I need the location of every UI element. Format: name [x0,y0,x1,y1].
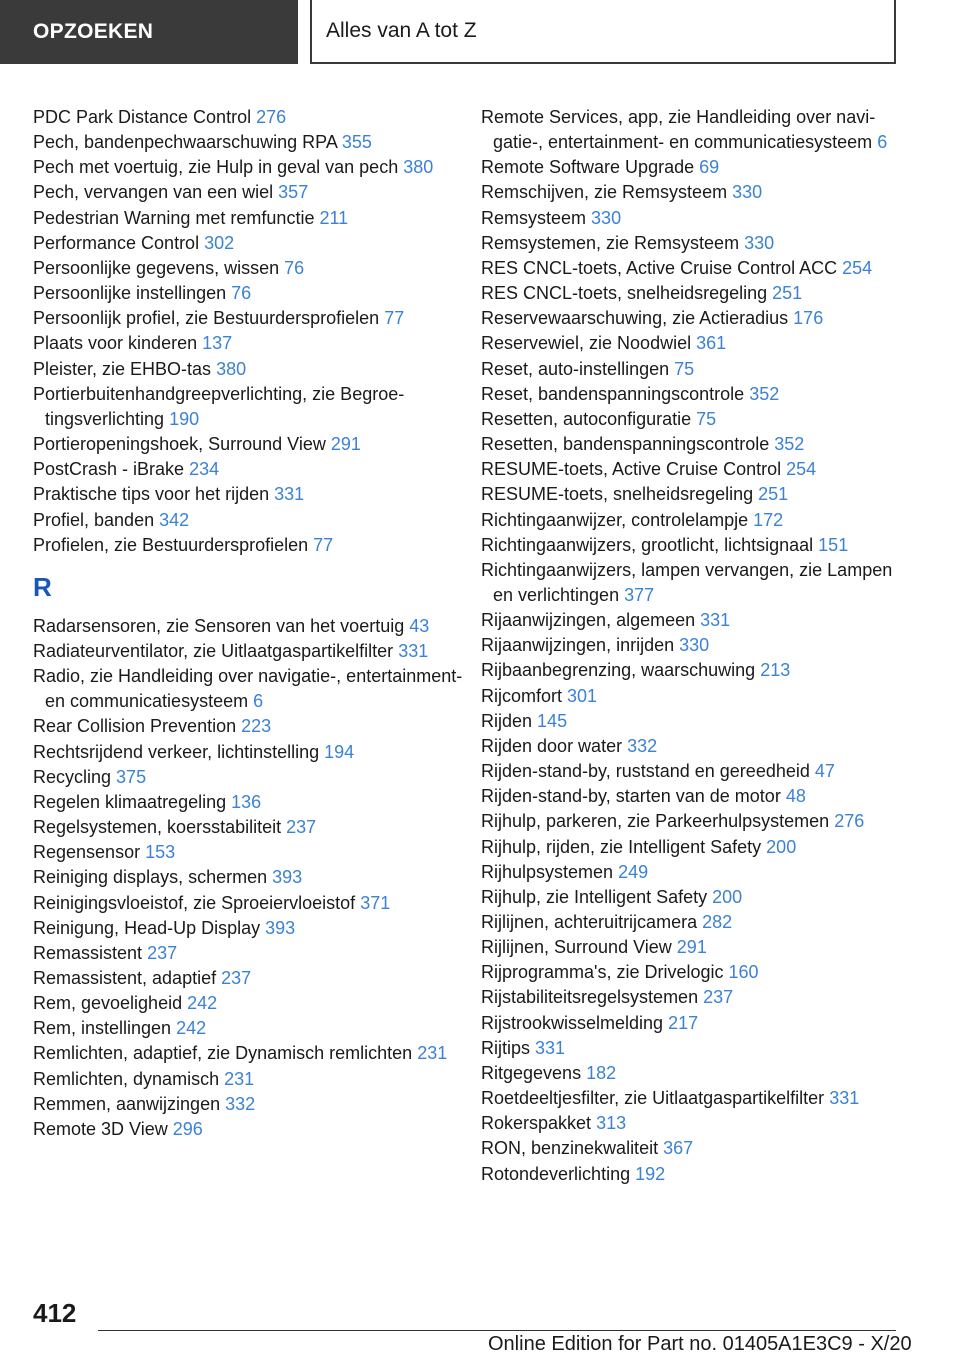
page-link[interactable]: 200 [766,836,797,857]
index-entry [481,382,901,407]
index-term: Plaats voor kinderen [33,333,198,354]
page-link[interactable]: 6 [877,132,888,153]
page-link[interactable]: 76 [231,283,252,304]
page-link[interactable]: 375 [116,766,147,787]
index-term: Rijaanwijzingen, algemeen [481,610,696,631]
index-term: RESUME-toets, snelheidsregeling [481,484,754,505]
index-term: Pedestrian Warning met remfunctie [33,207,315,228]
index-entry [33,664,463,714]
index-entry [33,639,463,664]
page-link[interactable]: 330 [732,182,763,203]
index-entry [481,357,901,382]
index-term: Rijhulp, rijden, zie Intelligent Safety [481,836,762,857]
index-term: Profielen, zie Bestuurdersprofielen [33,534,309,555]
index-entry [481,508,901,533]
index-term: Reinigingsvloeistof, zie Sproeiervloeistof [33,892,356,913]
page-link[interactable]: 254 [786,459,817,480]
index-entry [33,941,463,966]
index-term: Richtingaanwijzers, grootlicht, lichtsignaal [481,534,814,555]
page-link[interactable]: 380 [216,358,247,379]
index-entry [481,835,901,860]
index-entry [33,840,463,865]
page-link[interactable]: 160 [728,962,759,983]
page-link[interactable]: 330 [744,232,775,253]
page-link[interactable]: 251 [772,283,803,304]
index-term: Regensensor [33,842,141,863]
index-entry [33,966,463,991]
index-entry [33,155,463,180]
page-link[interactable]: 361 [696,333,727,354]
index-entry [481,180,901,205]
index-term: Regelsystemen, koersstabiliteit [33,817,282,838]
index-entry [481,1061,901,1086]
page-link[interactable]: 313 [596,1113,627,1134]
index-term: RON, benzinekwaliteit [481,1138,659,1159]
index-entry [481,935,901,960]
page-link[interactable]: 237 [703,987,734,1008]
index-term: PostCrash - iBrake [33,459,185,480]
index-term: RES CNCL-toets, Active Cruise Control ACC [481,257,838,278]
index-entry [33,991,463,1016]
index-term: Rokerspakket [481,1113,592,1134]
index-entry [481,658,901,683]
index-entry [33,765,463,790]
page-link[interactable]: 75 [674,358,695,379]
index-term: Rem, instellingen [33,1018,172,1039]
index-term: Remote Services, app, zie Handleiding over navigatie-, entertainment- en communicatiesysteem [481,107,876,153]
index-term: RES CNCL-toets, snelheidsregeling [481,283,768,304]
index-entry [33,1117,463,1142]
page-link[interactable]: 330 [591,207,622,228]
page-link[interactable]: 291 [330,434,361,455]
page-link[interactable]: 330 [679,635,710,656]
page-link[interactable]: 6 [253,691,264,712]
index-term: Rear Collision Prevention [33,716,237,737]
index-entry [33,457,463,482]
page-link[interactable]: 251 [758,484,789,505]
index-entry [481,331,901,356]
index-entry [481,985,901,1010]
index-entry [481,1136,901,1161]
index-term: Reset, auto-instellingen [481,358,670,379]
index-term: Roetdeeltjesfilter, zie Uitlaatgaspartikelfilter [481,1088,825,1109]
index-column-left [33,105,463,1142]
index-entry [33,256,463,281]
page-link[interactable]: 77 [313,534,334,555]
index-entry [33,281,463,306]
index-entry [33,614,463,639]
index-entry [481,256,901,281]
index-term: Rijaanwijzingen, inrijden [481,635,675,656]
index-entry [481,709,901,734]
page-link[interactable]: 231 [224,1068,255,1089]
index-column-right [481,105,901,1187]
index-entry [33,1092,463,1117]
index-term: Resetten, autoconfiguratie [481,408,692,429]
page-link[interactable]: 234 [189,459,220,480]
index-term: Ritgegevens [481,1062,582,1083]
page-link[interactable]: 380 [403,157,434,178]
page-link[interactable]: 254 [842,257,873,278]
index-entry [481,1011,901,1036]
page-link[interactable]: 137 [202,333,233,354]
page-link[interactable]: 172 [753,509,784,530]
page-link[interactable]: 276 [256,107,287,127]
index-term: Rijhulp, zie Intelligent Safety [481,886,708,907]
index-term: Portierbuitenhandgreepverlichting, zie Begroetingsverlichting [33,383,405,429]
index-term: PDC Park Distance Control [33,107,252,127]
index-group-r-continued [481,105,901,1187]
page-link[interactable]: 213 [760,660,791,681]
edition-footer: Online Edition for Part no. 01405A1E3C9 - X/20 [488,1333,912,1355]
index-term: Persoonlijke instellingen [33,283,227,304]
index-entry [481,910,901,935]
index-term: Remote Software Upgrade [481,157,695,178]
index-entry [481,684,901,709]
index-entry [481,1036,901,1061]
index-entry [33,815,463,840]
index-term: Remsystemen, zie Remsysteem [481,232,740,253]
page-link[interactable]: 75 [696,408,717,429]
index-entry [33,714,463,739]
index-term: Richtingaanwijzers, lampen vervangen, zie Lampen en verlichtingen [481,559,893,605]
page-link[interactable]: 76 [284,257,305,278]
page-link[interactable]: 151 [818,534,849,555]
index-entry [481,155,901,180]
index-entry [481,281,901,306]
index-term: Rijden door water [481,735,623,756]
page-link[interactable]: 393 [265,917,296,938]
index-term: Reinigung, Head-Up Display [33,917,261,938]
page-link[interactable]: 190 [169,408,200,429]
index-entry [33,482,463,507]
index-entry [33,180,463,205]
index-entry [33,306,463,331]
index-term: Reservewaarschuwing, zie Actieradius [481,308,789,329]
index-entry [33,865,463,890]
index-entry [481,784,901,809]
index-term: Rijlijnen, Surround View [481,937,672,958]
index-entry [481,885,901,910]
index-entry [33,916,463,941]
index-group-r [33,614,463,1142]
index-term: Persoonlijke gegevens, wissen [33,257,280,278]
index-term: RESUME-toets, Active Cruise Control [481,459,782,480]
index-entry [33,105,463,130]
footer-divider [98,1330,896,1331]
index-term: Radarsensoren, zie Sensoren van het voertuig [33,615,405,636]
index-entry [481,860,901,885]
page-link[interactable]: 211 [319,207,349,228]
page-link[interactable]: 153 [145,842,176,863]
index-entry [33,1041,463,1066]
index-entry [481,306,901,331]
index-term: Rijhulpsystemen [481,861,614,882]
page-link[interactable]: 249 [618,861,649,882]
index-term: Persoonlijk profiel, zie Bestuurdersprofielen [33,308,380,329]
index-group-p [33,105,463,558]
page-link[interactable]: 217 [668,1012,699,1033]
index-term: Reservewiel, zie Noodwiel [481,333,692,354]
page-link[interactable]: 367 [663,1138,694,1159]
index-entry [481,482,901,507]
page-header [0,0,960,66]
index-term: Remschijven, zie Remsysteem [481,182,728,203]
index-entry [481,457,901,482]
chapter-title: Alles van A tot Z [310,0,896,64]
index-entry [33,231,463,256]
index-term: Remassistent, adaptief [33,968,217,988]
index-entry [33,382,463,432]
index-entry [481,105,901,155]
index-term: Remsysteem [481,207,587,228]
page-link[interactable]: 332 [225,1093,256,1114]
index-term: Portieropeningshoek, Surround View [33,434,326,455]
index-entry [481,809,901,834]
page-link[interactable]: 47 [814,761,835,782]
page-link[interactable]: 242 [187,993,218,1014]
index-term: Rijprogramma's, zie Drivelogic [481,962,724,983]
index-term: Pleister, zie EHBO-tas [33,358,212,379]
index-entry [481,407,901,432]
page-link[interactable]: 302 [204,232,235,253]
page-link[interactable]: 176 [793,308,824,329]
index-entry [33,130,463,155]
page-link[interactable]: 357 [278,182,309,203]
index-entry [481,608,901,633]
index-entry [33,432,463,457]
index-entry [33,1016,463,1041]
index-term: Praktische tips voor het rijden [33,484,270,505]
page-link[interactable]: 352 [774,434,805,455]
index-term: Rijden-stand-by, ruststand en gereedheid [481,761,810,782]
index-term: Remlichten, adaptief, zie Dynamisch remlichten [33,1043,413,1064]
index-entry [33,533,463,558]
page-link[interactable]: 69 [699,157,720,178]
page-link[interactable]: 136 [231,791,262,812]
page-link[interactable]: 331 [829,1088,860,1109]
page-number: 412 [33,1298,77,1328]
index-term: Remmen, aanwijzingen [33,1093,221,1114]
page-link[interactable]: 301 [567,685,598,706]
page-link[interactable]: 77 [384,308,405,329]
index-entry [33,508,463,533]
page-link[interactable]: 291 [676,937,707,958]
index-entry [481,1162,901,1187]
index-entry [33,206,463,231]
index-letter-heading: R [33,571,52,602]
index-term: Remassistent [33,942,143,963]
index-term: Rijlijnen, achteruitrijcamera [481,912,698,932]
page-link[interactable]: 332 [627,735,658,756]
page-link[interactable]: 296 [172,1118,203,1139]
index-entry [481,558,901,608]
page-link[interactable]: 331 [398,640,429,661]
index-term: Rem, gevoeligheid [33,993,183,1014]
index-term: Rijcomfort [481,685,563,706]
index-term: Reiniging displays, schermen [33,867,268,888]
section-tab: OPZOEKEN [0,0,298,64]
index-term: Profiel, banden [33,509,155,530]
index-term: Rechtsrijdend verkeer, lichtinstelling [33,741,320,762]
index-term: Pech met voertuig, zie Hulp in geval van pech [33,157,399,178]
index-term: Rijtips [481,1037,531,1058]
page-link[interactable]: 242 [176,1018,207,1039]
index-entry [33,331,463,356]
index-term: Rotondeverlichting [481,1163,631,1184]
index-term: Rijden-stand-by, starten van de motor [481,786,781,807]
page-link[interactable]: 182 [586,1062,617,1083]
index-entry [33,790,463,815]
index-entry [481,206,901,231]
index-term: Pech, vervangen van een wiel [33,182,274,203]
index-term: Rijden [481,710,533,731]
page-link[interactable]: 331 [535,1037,566,1058]
index-entry [33,1067,463,1092]
page-link[interactable]: 342 [159,509,190,530]
page-link[interactable]: 331 [274,484,305,505]
index-entry [481,1111,901,1136]
page-link[interactable]: 371 [360,892,391,913]
index-term: Performance Control [33,232,200,253]
index-term: Radiateurventilator, zie Uitlaatgaspartikelfilter [33,640,394,661]
page-link[interactable]: 237 [221,968,252,988]
index-entry [481,231,901,256]
page-link[interactable]: 282 [702,912,733,932]
page-link[interactable]: 276 [834,811,865,832]
index-term: Richtingaanwijzer, controlelampje [481,509,749,530]
page-link[interactable]: 331 [700,610,731,631]
index-term: Rijhulp, parkeren, zie Parkeerhulpsystemen [481,811,830,832]
index-term: Rijstrookwisselmelding [481,1012,664,1033]
index-term: Rijbaanbegrenzing, waarschuwing [481,660,756,681]
page-link[interactable]: 377 [624,584,655,605]
page-link[interactable]: 43 [409,615,430,636]
index-term: Reset, bandenspanningscontrole [481,383,745,404]
index-term: Remote 3D View [33,1118,168,1139]
index-entry [481,432,901,457]
index-term: Radio, zie Handleiding over navigatie-, entertainment- en communicatiesysteem [33,666,463,712]
page-link[interactable]: 223 [241,716,272,737]
page-link[interactable]: 192 [635,1163,666,1184]
index-entry [33,357,463,382]
page-link[interactable]: 237 [286,817,317,838]
page-link[interactable]: 231 [417,1043,448,1064]
index-entry [481,960,901,985]
page-link[interactable]: 145 [537,710,568,731]
index-term: Pech, bandenpechwaarschuwing RPA [33,132,337,153]
page-link[interactable]: 48 [785,786,806,807]
index-entry [33,891,463,916]
page-link[interactable]: 393 [272,867,303,888]
index-term: Rijstabiliteitsregelsystemen [481,987,699,1008]
index-term: Remlichten, dynamisch [33,1068,220,1089]
page-link[interactable]: 200 [712,886,743,907]
page-link[interactable]: 355 [341,132,372,153]
index-entry [33,740,463,765]
index-entry [481,759,901,784]
index-term: Regelen klimaatregeling [33,791,227,812]
page-link[interactable]: 237 [147,942,178,963]
index-entry [481,734,901,759]
index-term: Resetten, bandenspanningscontrole [481,434,770,455]
page-link[interactable]: 352 [749,383,780,404]
index-entry [481,633,901,658]
index-entry [481,533,901,558]
index-entry [481,1086,901,1111]
index-term: Recycling [33,766,112,787]
page-link[interactable]: 194 [324,741,355,762]
